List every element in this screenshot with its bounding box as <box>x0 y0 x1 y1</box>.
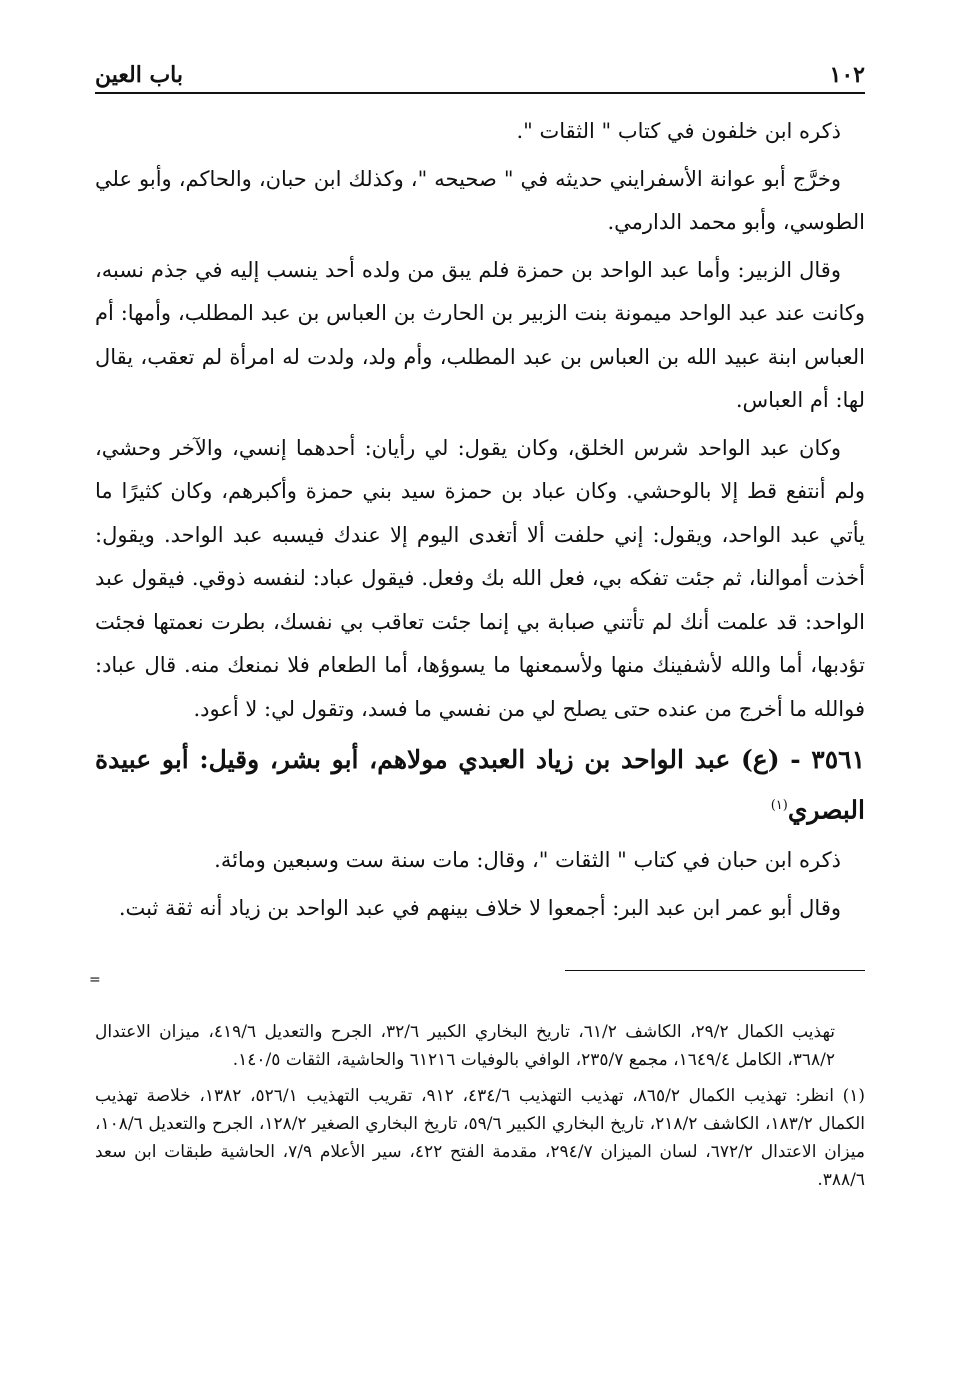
paragraph: وقال الزبير: وأما عبد الواحد بن حمزة فلم يبق من ولده أحد ينسب إليه في جذم نسبه، وكانت عند عبد الواحد ميمونة بنت الزبير بن الحارث بن العباس بن عبد المطلب، وأمها: أم العباس ابنة عبيد الله بن العباس بن عبد المطلب، وأم ولد، ولدت له امرأة لم تعقب، يقال لها: أم العباس. <box>95 257 865 412</box>
footnote-1 <box>95 1082 865 1194</box>
page-number: ١٠٢ <box>829 62 865 88</box>
footnotes <box>95 1018 865 1194</box>
page-header <box>95 52 865 94</box>
paragraph: ذكره ابن خلفون في كتاب " الثقات ". <box>516 119 841 143</box>
entry-heading <box>95 737 865 833</box>
separator-line <box>565 970 865 971</box>
entry-heading-text: ٣٥٦١ - (ع) عبد الواحد بن زياد العبدي مولاهم، أبو بشر، وقيل: أبو عبيدة البصري <box>95 745 865 825</box>
footnote-separator <box>89 970 865 1010</box>
paragraph: وخرَّج أبو عوانة الأسفرايني حديثه في " صحيحه "، وكذلك ابن حبان، والحاكم، وأبو علي الطوسي، وأبو محمد الدارمي. <box>95 166 865 234</box>
footnote-text: انظر: تهذيب الكمال ٨٦٥/٢، تهذيب التهذيب ٤٣٤/٦، ٩١٢، تقريب التهذيب ٥٢٦/١، ١٣٨٢، خلاصة تهذيب الكمال ١٨٣/٢، الكاشف ٢١٨/٢، تاريخ البخاري الكبير ٥٩/٦، تاريخ البخاري الصغير ١٢٨/٢، الجرح والتعديل ١٠٨/٦، ميزان الاعتدال ٦٧٢/٢، لسان الميزان ٢٩٤/٧، مقدمة الفتح ٤٢٢، سير الأعلام ٧/٩، الحاشية طبقات ابن سعد ٣٨٨/٦. <box>95 1086 866 1191</box>
footnote-continuation: تهذيب الكمال ٢٩/٢، الكاشف ٦١/٢، تاريخ البخاري الكبير ٣٢/٦، الجرح والتعديل ٤١٩/٦، ميزان الاعتدال ٣٦٨/٢، الكامل ١٦٤٩/٤، مجمع ٢٣٥/٧، الوافي بالوفيات ٦١٢١٦ والحاشية، الثقات ١٤٠/٥. <box>95 1022 836 1071</box>
paragraph: وقال أبو عمر ابن عبد البر: أجمعوا لا خلاف بينهم في عبد الواحد بن زياد أنه ثقة ثبت. <box>118 895 841 920</box>
section-title: باب العين <box>95 62 184 88</box>
footnote-reference[interactable]: (١) <box>770 798 788 813</box>
paragraph: ذكره ابن حبان في كتاب " الثقات "، وقال: مات سنة ست وسبعين ومائة. <box>214 848 841 873</box>
main-text <box>95 110 865 930</box>
continuation-mark: = <box>89 972 101 989</box>
paragraph: وكان عبد الواحد شرس الخلق، وكان يقول: لي رأيان: أحدهما إنسي، والآخر وحشي، ولم أنتفع قط إلا بالوحشي. وكان عباد بن حمزة سيد بني حمزة وأكبرهم، وكان كثيرًا ما يأتي عبد الواحد، ويقول: إني حلفت ألا أتغدى اليوم إلا عندك فيسبه عبد الواحد. ويقول: أخذت أموالنا، ثم جئت تفكه بي، فعل الله بك وفعل. فيقول عباد: لنفسه ذوقي. فيقول عبد الواحد: قد علمت أنك لم تأتني صبابة بي إنما جئت تعاقب بي نفسك، بطرت نعمتها فجئت تؤدبها، أما والله لأشفينك منها ولأسمعنها ما يسوؤها، أما الطعام فلا نمنعك منه. قال عباد: فوالله ما أخرج من عنده حتى يصلح لي من نفسي ما فسد، وتقول لي: لا أعود. <box>95 435 865 721</box>
book-page <box>89 52 866 1202</box>
footnote-number: (١) <box>842 1086 865 1107</box>
